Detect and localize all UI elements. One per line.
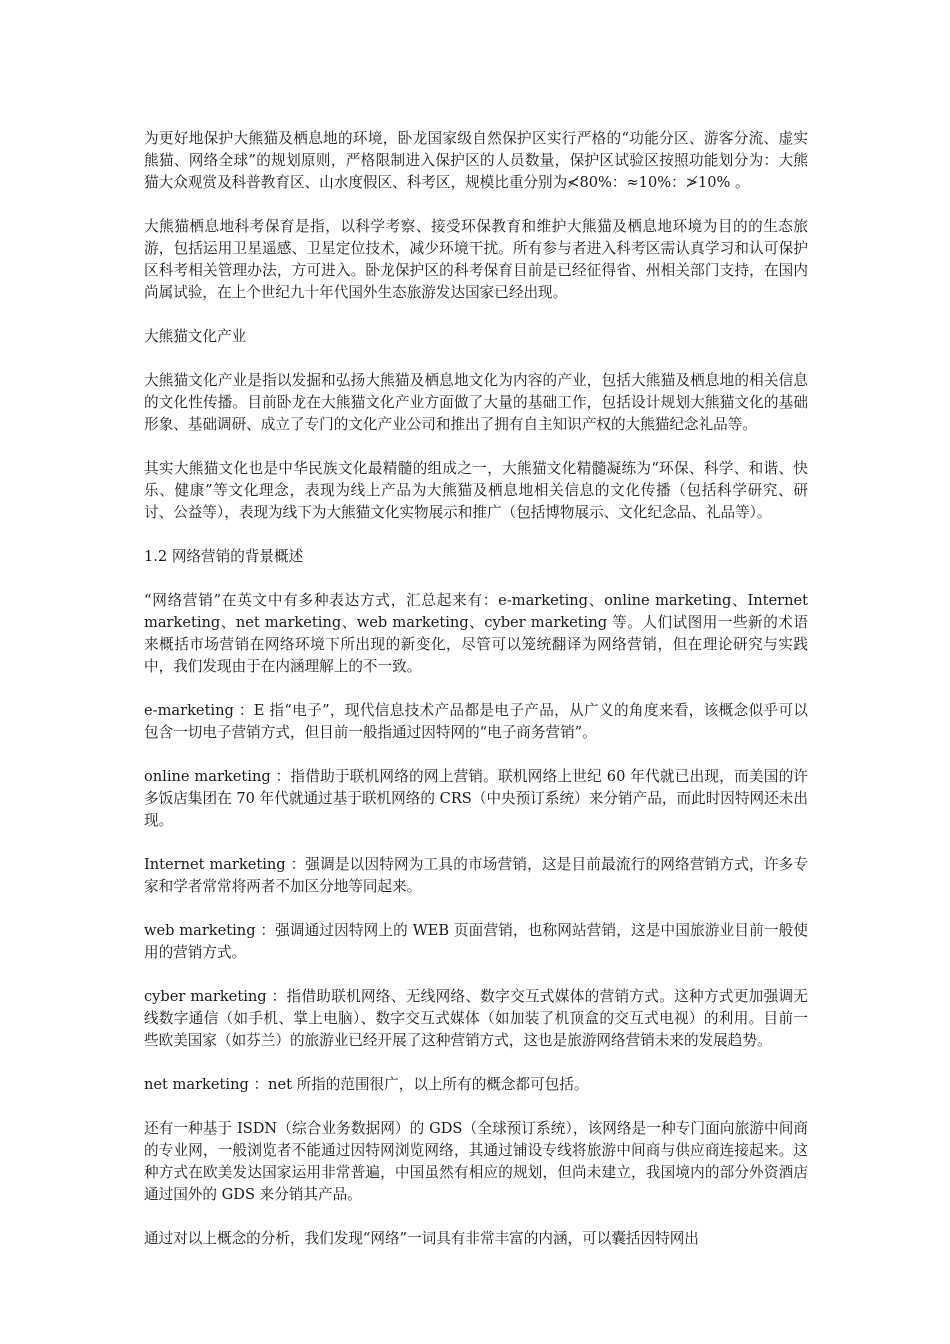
- paragraph-gds: 还有一种基于 ISDN（综合业务数据网）的 GDS（全球预订系统），该网络是一种专门面向旅游中间商的专业网，一般浏览者不能通过因特网浏览网络，其通过铺设专线将旅游中间商与供应商连接起来。这种方式在欧美发达国家运用非常普遍，中国虽然有相应的规划，但尚未建立，我国境内的部分外资酒店通过国外的 GDS 来分销其产品。: [144, 1120, 808, 1203]
- paragraph-e-marketing: e-marketing ：E 指“电子”，现代信息技术产品都是电子产品，从广义的角度来看，该概念似乎可以包含一切电子营销方式，但目前一般指通过因特网的“电子商务营销”。: [144, 702, 808, 741]
- paragraph-web-marketing: web marketing ：强调通过因特网上的 WEB 页面营销，也称网站营销，这是中国旅游业目前一般使用的营销方式。: [144, 922, 808, 961]
- document-body: [144, 128, 808, 1272]
- paragraph-net-marketing: net marketing ：net 所指的范围很广，以上所有的概念都可包括。: [144, 1076, 589, 1093]
- paragraph-zoning-principle: 为更好地保护大熊猫及栖息地的环境，卧龙国家级自然保护区实行严格的“功能分区、游客分流、虚实熊猫、网络全球”的规划原则，严格限制进入保护区的人员数量，保护区试验区按照功能划分为：大熊猫大众观赏及科普教育区、山水度假区、科考区，规模比重分别为≮80%：≈10%：≯10% 。: [144, 130, 808, 191]
- paragraph-online-marketing: online marketing ：指借助于联机网络的网上营销。联机网络上世纪 60 年代就已出现，而美国的许多饭店集团在 70 年代就通过基于联机网络的 CRS（中央预订系统）来分销产品，而此时因特网还未出现。: [144, 768, 808, 829]
- section-heading-panda-culture: 大熊猫文化产业: [144, 328, 247, 345]
- paragraph-cyber-marketing: cyber marketing ：指借助联机网络、无线网络、数字交互式媒体的营销方式。这种方式更加强调无线数字通信（如手机、掌上电脑）、数字交互式媒体（如加装了机顶盒的交互式电视）的利用。目前一些欧美国家（如芬兰）的旅游业已经开展了这种营销方式，这也是旅游网络营销未来的发展趋势。: [144, 988, 808, 1049]
- paragraph-analysis: 通过对以上概念的分析，我们发现“网络”一词具有非常丰富的内涵，可以囊括因特网出: [144, 1230, 699, 1247]
- paragraph-culture-industry: 大熊猫文化产业是指以发掘和弘扬大熊猫及栖息地文化为内容的产业，包括大熊猫及栖息地的相关信息的文化性传播。目前卧龙在大熊猫文化产业方面做了大量的基础工作，包括设计规划大熊猫文化的基础形象、基础调研、成立了专门的文化产业公司和推出了拥有自主知识产权的大熊猫纪念礼品等。: [144, 372, 808, 433]
- section-heading-1-2: 1.2 网络营销的背景概述: [144, 548, 304, 565]
- paragraph-marketing-terms: “网络营销”在英文中有多种表达方式，汇总起来有：e-marketing、online marketing、Internet marketing、net marketing、web marketing、cyber marketing 等。人们试图用一些新的术语来概括市场营销在网络环境下所出现的新变化，尽管可以笼统翻译为网络营销，但在理论研究与实践中，我们发现由于在内涵理解上的不一致。: [144, 592, 808, 675]
- paragraph-internet-marketing: Internet marketing ：强调是以因特网为工具的市场营销，这是目前最流行的网络营销方式，许多专家和学者常常将两者不加区分地等同起来。: [144, 856, 808, 895]
- paragraph-research-conservation: 大熊猫栖息地科考保育是指，以科学考察、接受环保教育和维护大熊猫及栖息地环境为目的的生态旅游，包括运用卫星遥感、卫星定位技术，减少环境干扰。所有参与者进入科考区需认真学习和认可保护区科考相关管理办法，方可进入。卧龙保护区的科考保育目前是已经征得省、州相关部门支持，在国内尚属试验，在上个世纪九十年代国外生态旅游发达国家已经出现。: [144, 218, 808, 301]
- paragraph-culture-essence: 其实大熊猫文化也是中华民族文化最精髓的组成之一，大熊猫文化精髓凝练为“环保、科学、和谐、快乐、健康”等文化理念，表现为线上产品为大熊猫及栖息地相关信息的文化传播（包括科学研究、研讨、公益等），表现为线下为大熊猫文化实物展示和推广（包括博物展示、文化纪念品、礼品等）。: [144, 460, 808, 521]
